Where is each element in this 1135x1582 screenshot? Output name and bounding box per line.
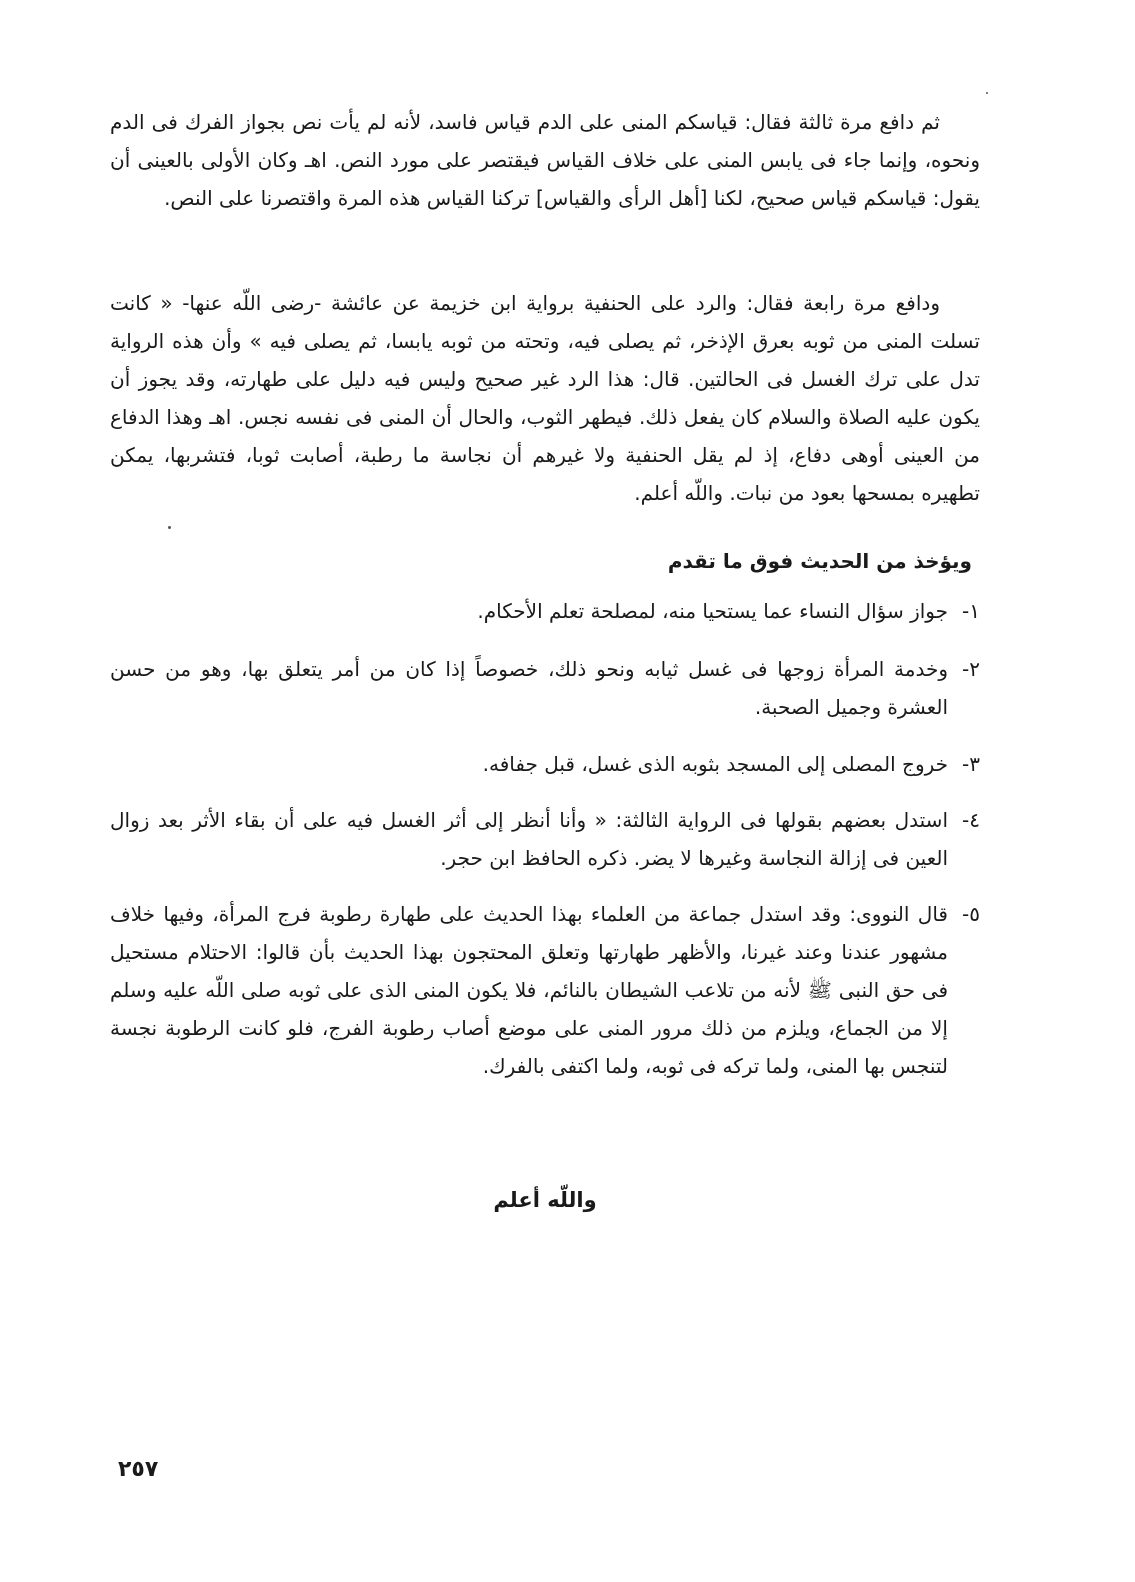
- list-item-number: ٢-: [962, 657, 980, 681]
- list-item-number: ١-: [962, 599, 980, 623]
- list-item-number: ٣-: [962, 752, 980, 776]
- list-item: [110, 745, 980, 783]
- paragraph-fourth-defense: ودافع مرة رابعة فقال: والرد على الحنفية برواية ابن خزيمة عن عائشة -رضى اللّه عنها- « كانت تسلت المنى من ثوبه بعرق الإذخر، ثم يصلى فيه، وتحته من ثوبه يابسا، ثم يصلى فيه » وأن هذه الرواية تدل على ترك الغسل فى الحالتين. قال: هذا الرد غير صحيح وليس فيه دليل على طهارته، وقد يجوز أن يكون عليه الصلاة والسلام كان يفعل ذلك. فيطهر الثوب، والحال أن المنى فى نفسه نجس. اهـ وهذا الدفاع من العينى أوهى دفاع، إذ لم يقل الحنفية ولا غيرهم أن نجاسة ما رطبة، أصابت ثوبا، فتشربها، يمكن تطهيره بمسحها بعود من نبات. واللّه أعلم.: [110, 291, 980, 505]
- list-item-text: وخدمة المرأة زوجها فى غسل ثيابه ونحو ذلك، خصوصاً إذا كان من أمر يتعلق بها، وهو من حسن العشرة وجميل الصحبة.: [110, 657, 948, 719]
- list-item: [110, 801, 980, 877]
- list-item-number: ٥-: [962, 902, 980, 926]
- list-item-text: استدل بعضهم بقولها فى الرواية الثالثة: « وأنا أنظر إلى أثر الغسل فيه على أن بقاء الأثر بعد زوال العين فى إزالة النجاسة وغيرها لا يضر. ذكره الحافظ ابن حجر.: [110, 808, 948, 870]
- paragraph-third-defense: ثم دافع مرة ثالثة فقال: قياسكم المنى على الدم قياس فاسد، لأنه لم يأت نص بجواز الفرك فى الدم ونحوه، وإنما جاء فى يابس المنى على خلاف القياس فيقتصر على مورد النص. اهـ وكان الأولى بالعينى أن يقول: قياسكم قياس صحيح، لكنا [أهل الرأى والقياس] تركنا القياس هذه المرة واقتصرنا على النص.: [110, 110, 980, 210]
- page-number: ٢٥٧: [118, 1457, 159, 1482]
- list-item: [110, 592, 980, 630]
- section-heading: ويؤخذ من الحديث فوق ما تقدم: [667, 549, 972, 573]
- scan-speck: [986, 92, 988, 94]
- list-item-text: جواز سؤال النساء عما يستحيا منه، لمصلحة تعلم الأحكام.: [477, 599, 948, 623]
- list-item-number: ٤-: [962, 808, 980, 832]
- list-item-text: خروج المصلى إلى المسجد بثوبه الذى غسل، قبل جفافه.: [482, 752, 948, 776]
- scan-speck: [168, 526, 171, 529]
- list-item: [110, 650, 980, 726]
- list-item: [110, 895, 980, 1085]
- list-item-text: قال النووى: وقد استدل جماعة من العلماء بهذا الحديث على طهارة رطوبة فرج المرأة، وفيها خلاف مشهور عندنا وعند غيرنا، والأظهر طهارتها وتعلق المحتجون بهذا الحديث بأن قالوا: الاحتلام مستحيل فى حق النبى ﷺ لأنه من تلاعب الشيطان بالنائم، فلا يكون المنى الذى على ثوبه صلى اللّه عليه وسلم إلا من الجماع، ويلزم من ذلك مرور المنى على موضع أصاب رطوبة الفرج، فلو كانت الرطوبة نجسة لتنجس بها المنى، ولما تركه فى ثوبه، ولما اكتفى بالفرك.: [110, 902, 948, 1078]
- closing-phrase: واللّه أعلم: [493, 1188, 597, 1212]
